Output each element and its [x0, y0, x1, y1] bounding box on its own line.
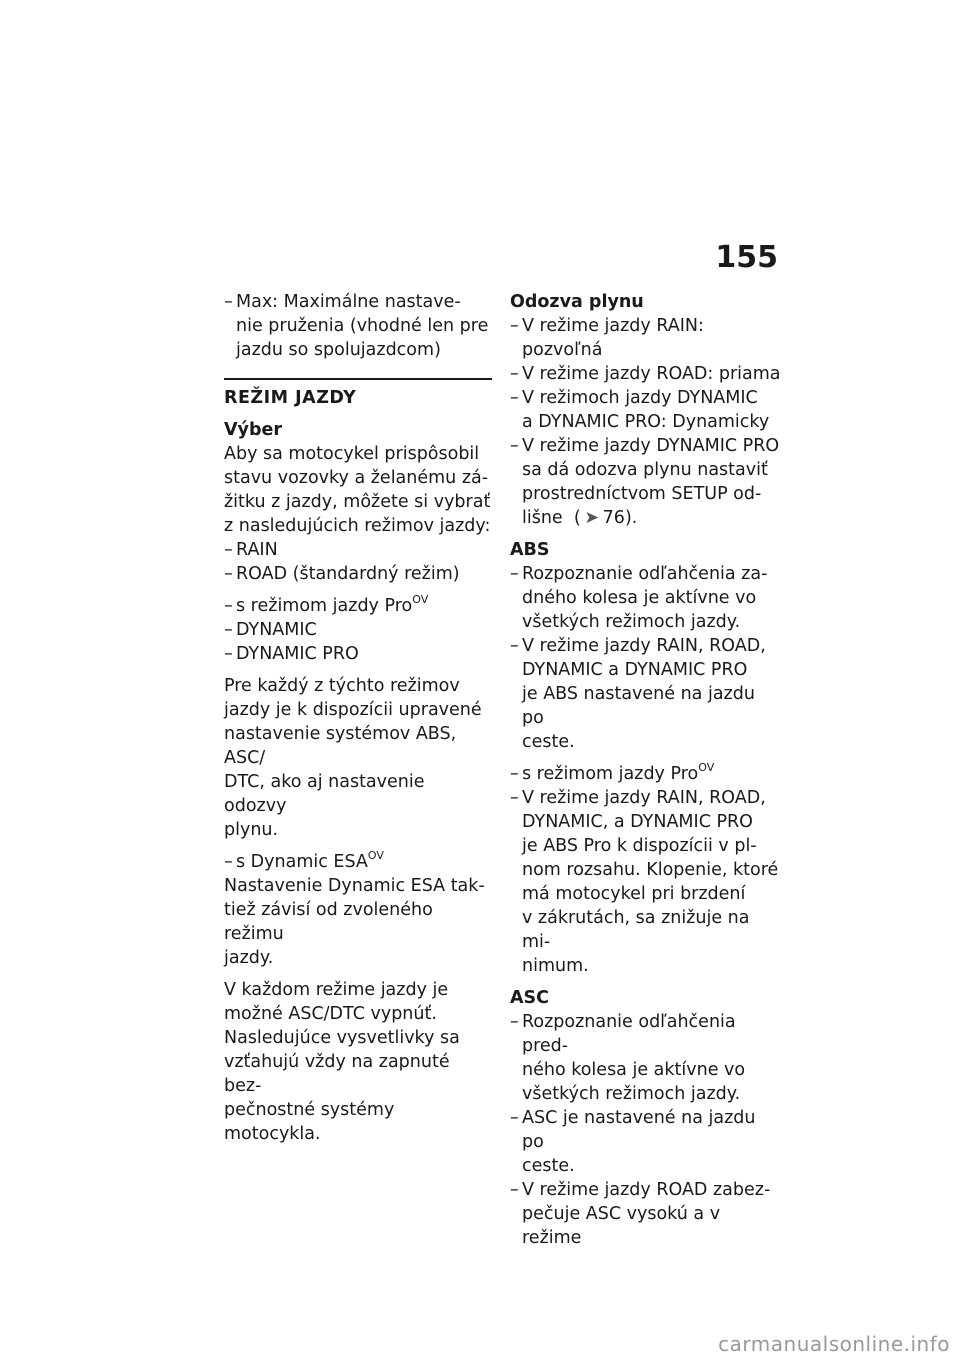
intro-paragraph	[224, 442, 492, 538]
abs-pro-cont: je ABS Pro k dispozícii v pl-	[522, 836, 757, 856]
para-line: tiež závisí od zvoleného režimu	[224, 900, 433, 944]
para-line: jazdy.	[224, 948, 274, 968]
throttle-item-dynamic-pro: – V režime jazdy DYNAMIC PRO	[510, 434, 782, 458]
mode-road: – ROAD (štandardný režim)	[224, 562, 492, 586]
throttle-item-dynamic-cont: a DYNAMIC PRO: Dynamicky	[522, 412, 770, 432]
page-reference-arrow-icon: ➤	[584, 508, 599, 528]
mode-dynamic: – DYNAMIC	[224, 618, 492, 642]
abs-item: – V režime jazdy RAIN, ROAD,	[510, 634, 782, 658]
ov-marker: OV	[367, 849, 384, 862]
abs-pro-cont: nom rozsahu. Klopenie, ktoré	[522, 860, 779, 880]
ov-marker: OV	[412, 593, 429, 606]
para-line: Nasledujúce vysvetlivky sa	[224, 1028, 460, 1048]
para-line: V každom režime jazdy je	[224, 980, 449, 1000]
mode-dynamic-pro: – DYNAMIC PRO	[224, 642, 492, 666]
abs-pro-item: – V režime jazdy RAIN, ROAD,	[510, 786, 782, 810]
watermark: carmanualsonline.info	[718, 1332, 950, 1356]
para-line: Pre každý z týchto režimov	[224, 676, 460, 696]
pro-condition	[510, 762, 782, 786]
para-line: DTC, ako aj nastavenie odozvy	[224, 772, 425, 816]
max-line-2: nie pruženia (vhodné len pre	[236, 316, 489, 336]
ref-open: (	[573, 508, 581, 528]
abs-item: – Rozpoznanie odľahčenia za-	[510, 562, 782, 586]
abs-item-cont: všetkých režimoch jazdy.	[522, 612, 741, 632]
esa-condition	[224, 850, 492, 874]
max-line-1: – Max: Maximálne nastave-	[224, 290, 492, 314]
para-each	[224, 674, 492, 842]
pro-condition-text: s režimom jazdy Pro	[522, 764, 699, 784]
throttle-item-cont: prostredníctvom SETUP od-	[522, 484, 762, 504]
page-number: 155	[715, 240, 778, 275]
esa-condition-text: s Dynamic ESA	[236, 852, 368, 872]
para-line: nastavenie systémov ABS, ASC/	[224, 724, 457, 768]
right-column	[510, 290, 782, 1250]
asc-item-cont: všetkých režimoch jazdy.	[522, 1084, 741, 1104]
mode-rain: – RAIN	[224, 538, 492, 562]
asc-item: – Rozpoznanie odľahčenia pred-	[510, 1010, 782, 1058]
throttle-heading: Odozva plynu	[510, 292, 644, 312]
para-asc	[224, 978, 492, 1146]
vyber-heading: Výber	[224, 420, 282, 440]
throttle-item-ref	[510, 506, 782, 530]
ref-page: 76).	[602, 508, 638, 528]
abs-item-cont: je ABS nastavené na jazdu po	[522, 684, 755, 728]
asc-item-cont: ceste.	[522, 1156, 575, 1176]
throttle-item-rain: – V režime jazdy RAIN: pozvoľná	[510, 314, 782, 362]
throttle-item-road: – V režime jazdy ROAD: priama	[510, 362, 782, 386]
abs-item-cont: ceste.	[522, 732, 575, 752]
pro-condition-text: s režimom jazdy Pro	[236, 596, 413, 616]
asc-item: – ASC je nastavené na jazdu po	[510, 1106, 782, 1154]
abs-item-cont: dného kolesa je aktívne vo	[522, 588, 757, 608]
throttle-item-dynamic: – V režimoch jazdy DYNAMIC	[510, 386, 782, 410]
asc-item-cont: pečuje ASC vysokú a v režime	[522, 1204, 721, 1248]
section-title: REŽIM JAZDY	[224, 378, 492, 410]
asc-item-cont: ného kolesa je aktívne vo	[522, 1060, 746, 1080]
para-line: plynu.	[224, 820, 279, 840]
throttle-item-cont: sa dá odozva plynu nastaviť	[522, 460, 768, 480]
abs-heading: ABS	[510, 540, 550, 560]
para-line: vzťahujú vždy na zapnuté bez-	[224, 1052, 450, 1096]
abs-pro-cont: má motocykel pri brzdení	[522, 884, 746, 904]
asc-item: – V režime jazdy ROAD zabez-	[510, 1178, 782, 1202]
max-item	[224, 290, 492, 362]
intro-line: stavu vozovky a želanému zá-	[224, 468, 489, 488]
abs-pro-cont: nimum.	[522, 956, 589, 976]
para-line: jazdy je k dispozícii upravené	[224, 700, 482, 720]
para-esa	[224, 874, 492, 970]
intro-line: žitku z jazdy, môžete si vybrať	[224, 492, 491, 512]
asc-heading: ASC	[510, 988, 549, 1008]
left-column	[224, 290, 492, 1146]
abs-item-cont: DYNAMIC a DYNAMIC PRO	[522, 660, 748, 680]
abs-pro-cont: v zákrutách, sa znižuje na mi-	[522, 908, 750, 952]
intro-line: Aby sa motocykel prispôsobil	[224, 444, 480, 464]
pro-condition	[224, 594, 492, 618]
max-line-3: jazdu so spolujazdcom)	[236, 340, 441, 360]
throttle-end-text: lišne	[522, 508, 563, 528]
intro-line: z nasledujúcich režimov jazdy:	[224, 516, 491, 536]
ov-marker: OV	[698, 761, 715, 774]
para-line: Nastavenie Dynamic ESA tak-	[224, 876, 485, 896]
para-line: možné ASC/DTC vypnúť.	[224, 1004, 437, 1024]
abs-pro-cont: DYNAMIC, a DYNAMIC PRO	[522, 812, 753, 832]
para-line: pečnostné systémy motocykla.	[224, 1100, 395, 1144]
